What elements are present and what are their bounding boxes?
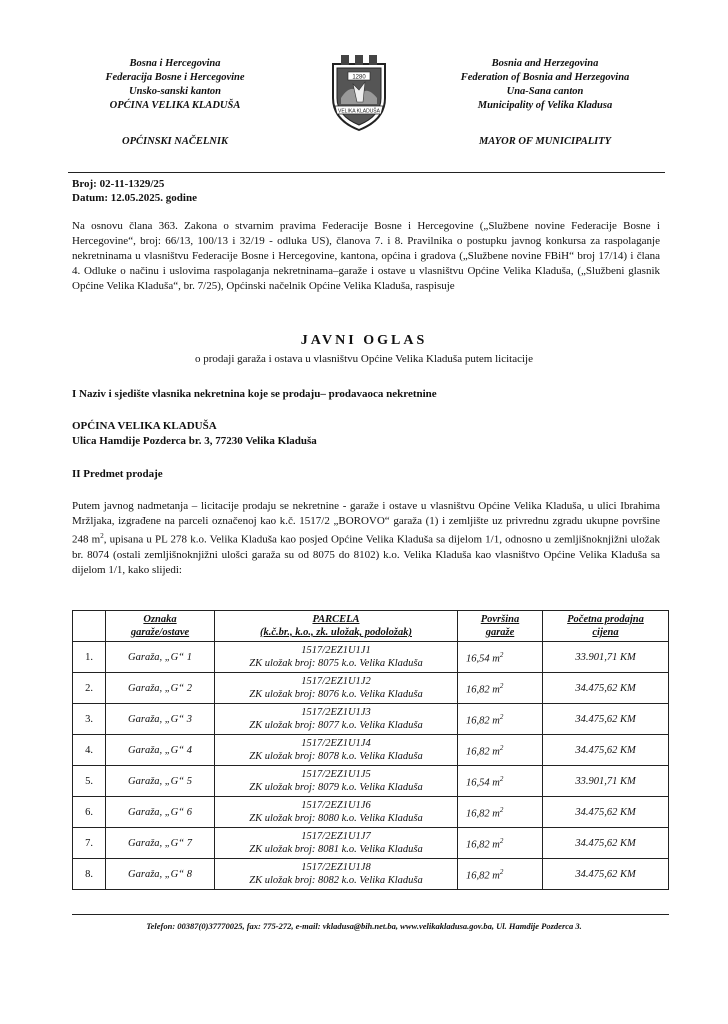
row-garage-mark: Garaža, „G“ 6 xyxy=(106,797,215,828)
municipality-name: OPĆINA VELIKA KLADUŠA xyxy=(109,100,241,111)
row-number: 1. xyxy=(73,642,106,673)
sale-text-sup: 2 xyxy=(100,532,104,540)
row-parcel: 1517/2EZ1U1J3 ZK uložak broj: 8077 k.o. Velika Kladuša xyxy=(215,704,458,735)
row-area: 16,82 $m^2$ xyxy=(458,673,543,704)
municipality-name-en: Municipality of Velika Kladusa xyxy=(477,100,613,111)
seller-address: Ulica Hamdije Pozderca br. 3, 77230 Velika Kladuša xyxy=(72,435,317,447)
row-price: 34.475,62 KM xyxy=(543,797,669,828)
row-garage-mark: Garaža, „G“ 3 xyxy=(106,704,215,735)
seller-info xyxy=(72,419,317,449)
intro-paragraph: Na osnovu člana 363. Zakona o stvarnim pravima Federacije Bosne i Hercegovine („Službene novine Federacije Bosne i Hercegovine“, broj: 66/13, 100/13 i 32/19 - odluka US), članova 7. i 8. Pravilnika o postupku javnog konkursa za raspolaganje nekretninama u vlasništvu Federacije Bosne i Hercegovine, kantona, općina i gradova („Službene novine FBiH“ broj 17/14) i člana 4. Odluke o načinu i uslovima raspolaganja nekretninama–garaže i ostave u vlasništvu Općine Velika Kladuša, („Službeni glasnik Općine Velika Kladuša“, br. 7/25), Općinski načelnik Općine Velika Kladuša, raspisuje xyxy=(72,220,660,292)
canton-name-en: Una-Sana canton xyxy=(506,86,584,97)
announcement-title: JAVNI OGLAS xyxy=(300,333,428,348)
row-area: 16,54 $m^2$ xyxy=(458,766,543,797)
sale-text-part1: Putem javnog nadmetanja – licitacije prodaju se nekretnine - garaže i ostave u vlasništvu Općine Velika Kladuša, u ulici Ibrahima Mržljaka, izgrađene na parceli označenoj kao k.č. 1517/2 „BOROVO“ garaža (1) i zemljište uz privrednu zgradu ukupne površine 248 m xyxy=(72,500,660,546)
row-number: 7. xyxy=(73,828,106,859)
section-1-heading: I Naziv i sjedište vlasnika nekretnina koje se prodaju– prodavaoca nekretnine xyxy=(72,388,437,400)
row-parcel: 1517/2EZ1U1J5 ZK uložak broj: 8079 k.o. Velika Kladuša xyxy=(215,766,458,797)
country-name: Bosna i Hercegovina xyxy=(129,58,221,69)
header-num xyxy=(73,611,106,642)
table-row xyxy=(73,673,669,704)
header-mark: Oznaka garaže/ostave xyxy=(106,611,215,642)
sale-description xyxy=(72,499,660,578)
table-row xyxy=(73,642,669,673)
footer-contact: Telefon: 00387(0)37770025, fax: 775-272, e-mail: vkladusa@bih.net.ba, www.velikakladusa.gov.ba, Ul. Hamdije Pozderca 3. xyxy=(146,921,582,931)
sale-text-part2: , upisana u PL 278 k.o. Velika Kladuša kao posjed Općine Velika Kladuša sa dijelom 1/1, odnosno u zemljišnoknjižni uložak br. 8074 (ostali zemljišnoknjižni ulošci garaža su od 8075 do 8102) k.o. Velika Kladuša kao vlasništvo Općine Velika Kladuša sa dijelom 1/1, kako slijedi: xyxy=(72,533,660,576)
section-2-heading: II Predmet prodaje xyxy=(72,468,163,480)
federation-name-en: Federation of Bosnia and Herzegovina xyxy=(460,72,630,83)
row-area: 16,82 $m^2$ xyxy=(458,735,543,766)
table-header-row xyxy=(73,611,669,642)
canton-name: Unsko-sanski kanton xyxy=(129,86,221,97)
row-price: 34.475,62 KM xyxy=(543,673,669,704)
municipality-crest xyxy=(327,54,391,132)
row-area: 16,82 $m^2$ xyxy=(458,828,543,859)
reference-date: Datum: 12.05.2025. godine xyxy=(72,192,197,204)
table-row xyxy=(73,828,669,859)
row-number: 2. xyxy=(73,673,106,704)
row-garage-mark: Garaža, „G“ 8 xyxy=(106,859,215,890)
row-price: 33.901,71 KM xyxy=(543,642,669,673)
row-number: 5. xyxy=(73,766,106,797)
row-garage-mark: Garaža, „G“ 5 xyxy=(106,766,215,797)
seller-name: OPĆINA VELIKA KLADUŠA xyxy=(72,420,217,432)
table-row xyxy=(73,859,669,890)
row-garage-mark: Garaža, „G“ 1 xyxy=(106,642,215,673)
row-area: 16,82 $m^2$ xyxy=(458,704,543,735)
header-left xyxy=(55,57,295,149)
header-divider xyxy=(68,172,665,173)
row-parcel: 1517/2EZ1U1J2 ZK uložak broj: 8076 k.o. Velika Kladuša xyxy=(215,673,458,704)
table-row xyxy=(73,766,669,797)
row-parcel: 1517/2EZ1U1J7 ZK uložak broj: 8081 k.o. Velika Kladuša xyxy=(215,828,458,859)
svg-text:VELIKA KLADUŠA: VELIKA KLADUŠA xyxy=(338,108,380,115)
federation-name: Federacija Bosne i Hercegovine xyxy=(105,72,245,83)
row-area: 16,82 $m^2$ xyxy=(458,859,543,890)
table-row xyxy=(73,797,669,828)
reference-number: Broj: 02-11-1329/25 xyxy=(72,178,165,190)
office-name: OPĆINSKI NAČELNIK xyxy=(122,136,228,147)
row-parcel: 1517/2EZ1U1J6 ZK uložak broj: 8080 k.o. Velika Kladuša xyxy=(215,797,458,828)
footer-divider xyxy=(72,914,669,915)
table-row xyxy=(73,704,669,735)
row-price: 34.475,62 KM xyxy=(543,828,669,859)
row-price: 34.475,62 KM xyxy=(543,704,669,735)
table-row xyxy=(73,735,669,766)
header-area: Površina garaže xyxy=(458,611,543,642)
row-price: 34.475,62 KM xyxy=(543,859,669,890)
header-parcel: PARCELA (k.č.br., k.o., zk. uložak, podoložak) xyxy=(215,611,458,642)
garage-table xyxy=(72,610,669,890)
row-number: 8. xyxy=(73,859,106,890)
country-name-en: Bosnia and Herzegovina xyxy=(491,58,599,69)
row-area: 16,54 $m^2$ xyxy=(458,642,543,673)
row-parcel: 1517/2EZ1U1J4 ZK uložak broj: 8078 k.o. Velika Kladuša xyxy=(215,735,458,766)
row-parcel: 1517/2EZ1U1J1 ZK uložak broj: 8075 k.o. Velika Kladuša xyxy=(215,642,458,673)
row-garage-mark: Garaža, „G“ 2 xyxy=(106,673,215,704)
header-right xyxy=(425,57,665,149)
document-reference xyxy=(72,177,197,205)
row-number: 4. xyxy=(73,735,106,766)
row-price: 34.475,62 KM xyxy=(543,735,669,766)
office-name-en: MAYOR OF MUNICIPALITY xyxy=(478,136,612,147)
row-number: 3. xyxy=(73,704,106,735)
svg-text:1280: 1280 xyxy=(352,74,366,81)
row-number: 6. xyxy=(73,797,106,828)
row-garage-mark: Garaža, „G“ 7 xyxy=(106,828,215,859)
row-price: 33.901,71 KM xyxy=(543,766,669,797)
header-price: Početna prodajna cijena xyxy=(543,611,669,642)
row-garage-mark: Garaža, „G“ 4 xyxy=(106,735,215,766)
row-area: 16,82 $m^2$ xyxy=(458,797,543,828)
announcement-subtitle: o prodaji garaža i ostava u vlasništvu Općine Velika Kladuša putem licitacije xyxy=(195,353,533,365)
row-parcel: 1517/2EZ1U1J8 ZK uložak broj: 8082 k.o. Velika Kladuša xyxy=(215,859,458,890)
